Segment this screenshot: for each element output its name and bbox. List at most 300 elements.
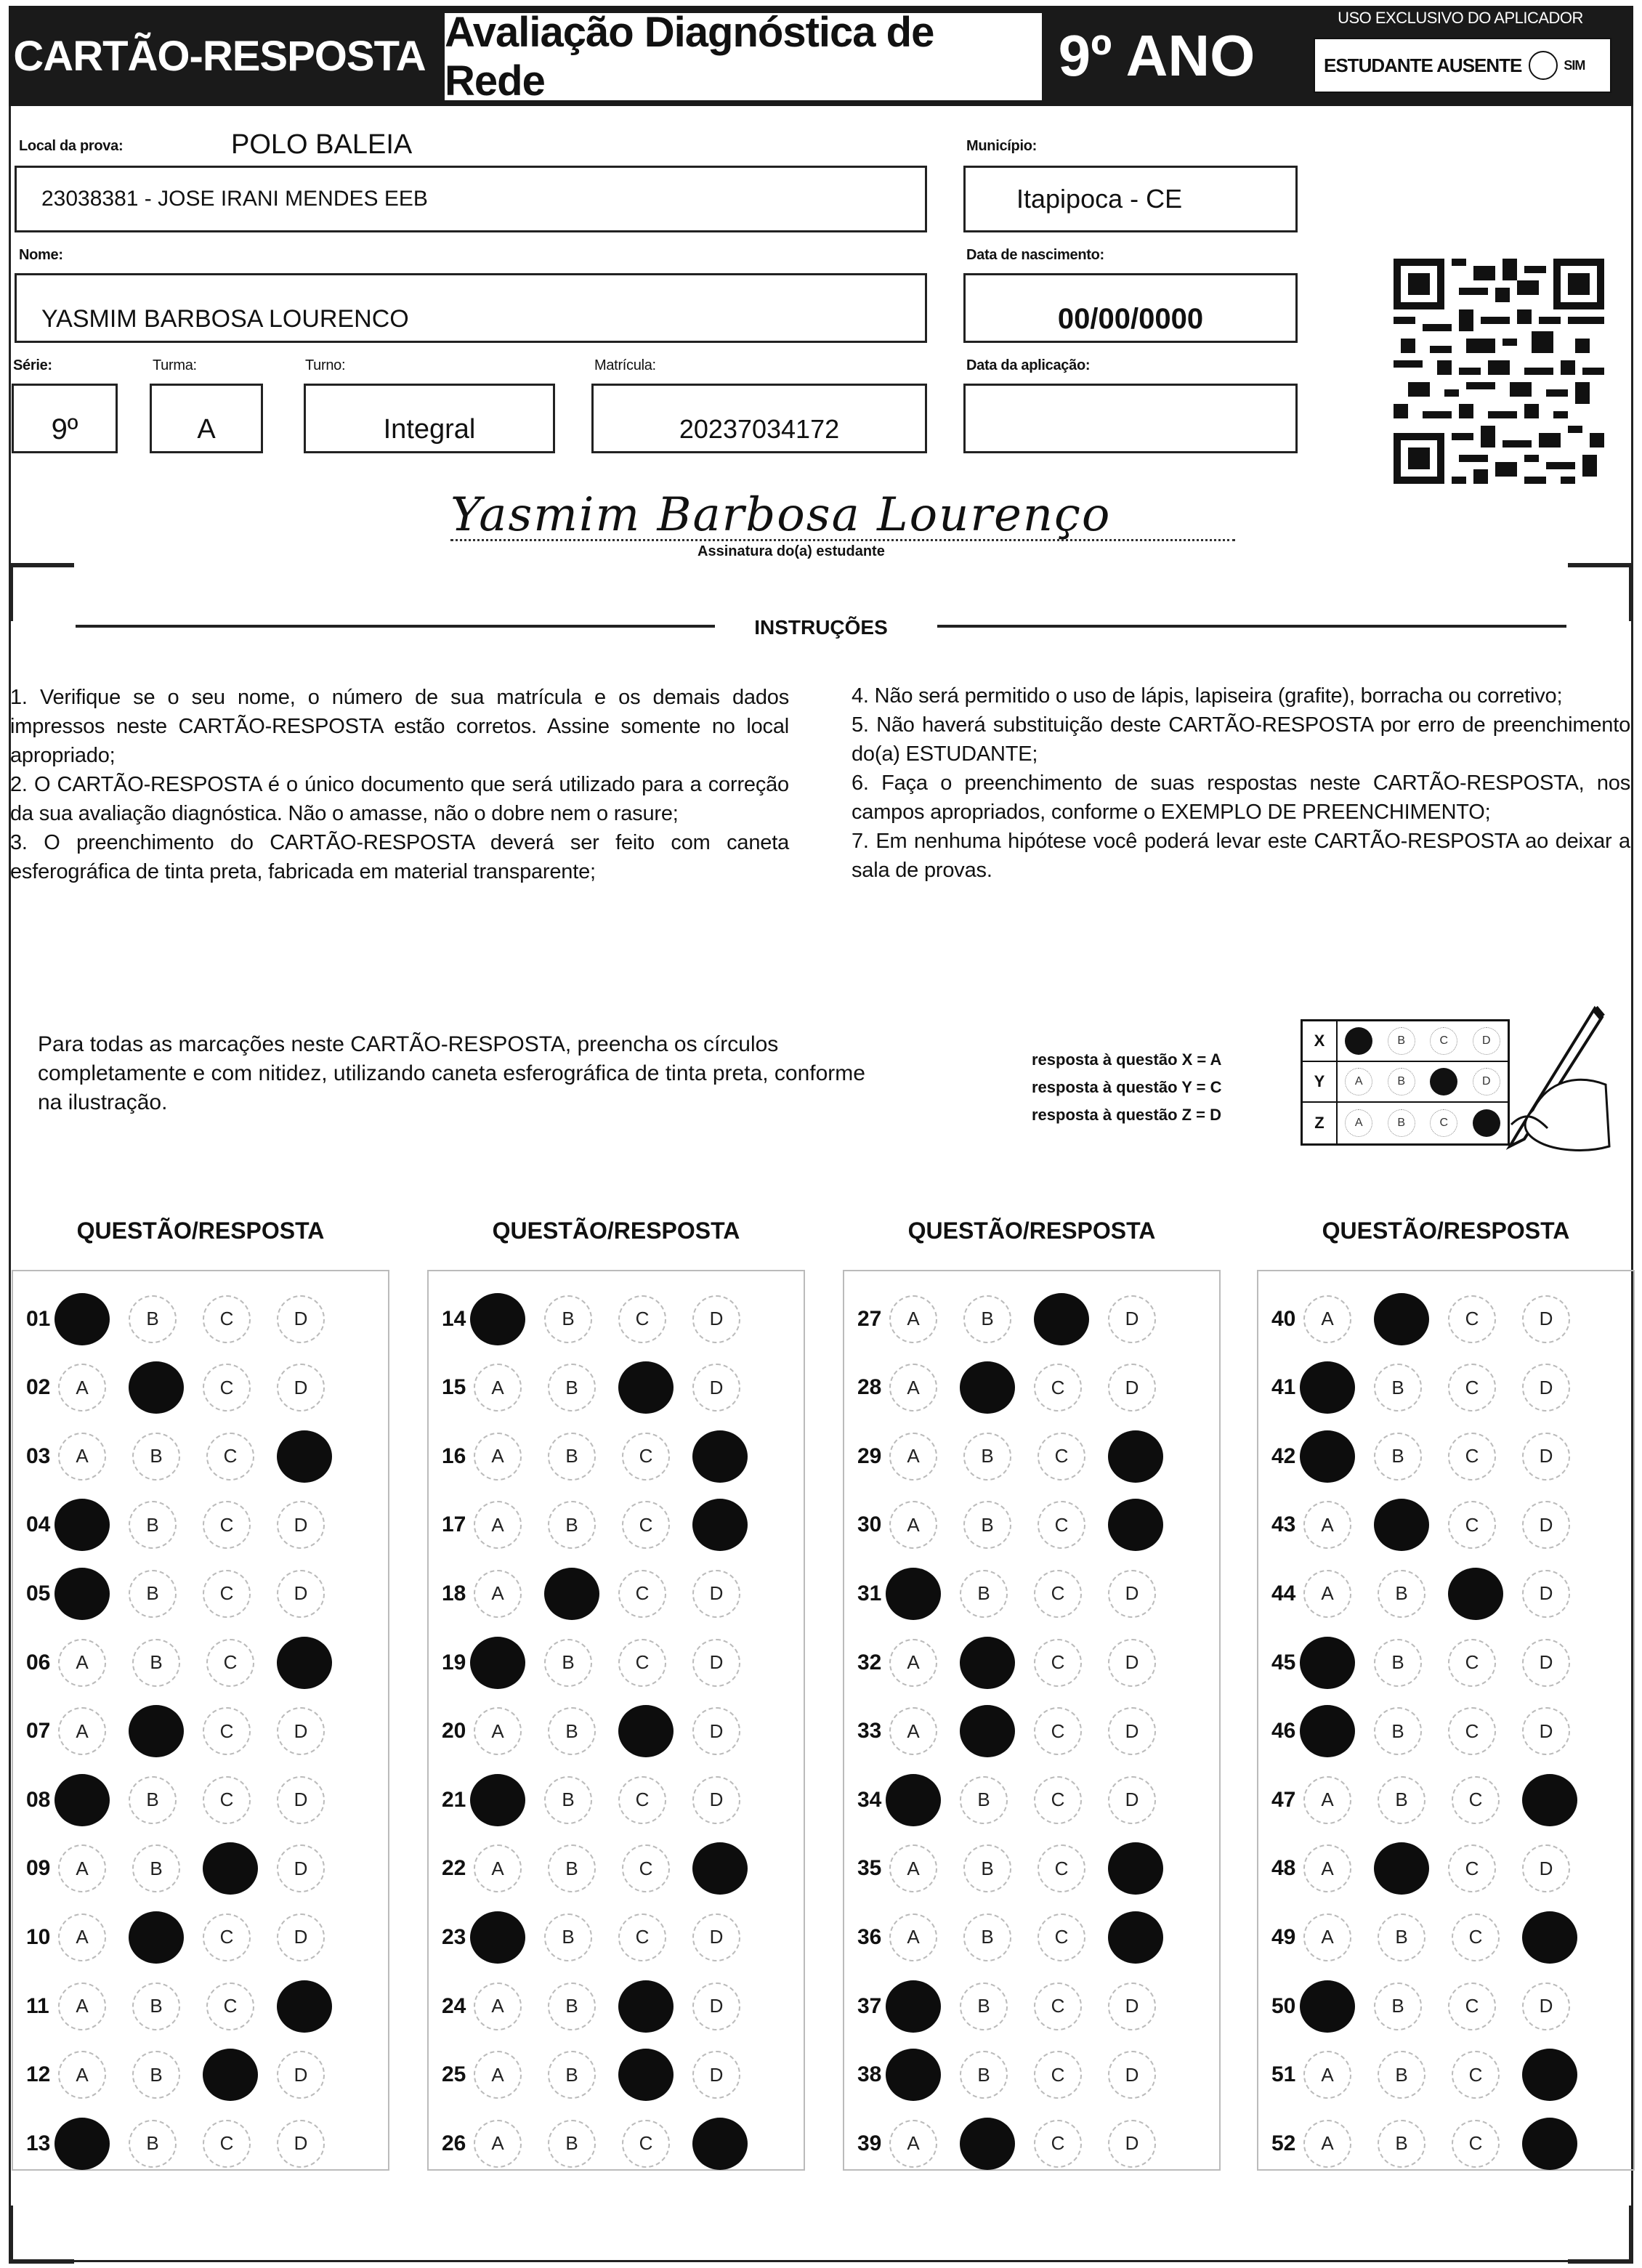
- municipio-label: Município:: [966, 138, 1037, 154]
- example-bubble-a: A: [1345, 1068, 1372, 1095]
- bubble-17-b[interactable]: B: [548, 1501, 596, 1549]
- bubble-05-b[interactable]: B: [129, 1570, 177, 1618]
- question-number: 17: [442, 1512, 466, 1537]
- bubble-48-c[interactable]: C: [1448, 1844, 1496, 1892]
- bubble-51-d-filled[interactable]: [1522, 2049, 1577, 2101]
- bubble-21-c[interactable]: C: [618, 1776, 666, 1824]
- bubble-46-b[interactable]: B: [1374, 1707, 1422, 1755]
- bubble-01-d[interactable]: D: [277, 1295, 325, 1343]
- bubble-06-c[interactable]: C: [206, 1639, 254, 1687]
- bubble-46-c[interactable]: C: [1448, 1707, 1496, 1755]
- bubble-19-b[interactable]: B: [544, 1639, 592, 1687]
- bubble-38-c[interactable]: C: [1034, 2051, 1082, 2099]
- question-number: 22: [442, 1856, 466, 1881]
- bubble-40-a[interactable]: A: [1303, 1295, 1351, 1343]
- bubble-52-c[interactable]: C: [1452, 2120, 1500, 2168]
- bubble-51-c[interactable]: C: [1452, 2051, 1500, 2099]
- bubble-51-b[interactable]: B: [1378, 2051, 1425, 2099]
- question-number: 04: [26, 1512, 51, 1537]
- matricula-value: 20237034172: [679, 414, 840, 444]
- bubble-47-a[interactable]: A: [1303, 1776, 1351, 1824]
- bubble-43-c[interactable]: C: [1448, 1501, 1496, 1549]
- bubble-06-d-filled[interactable]: [277, 1637, 332, 1689]
- instructions-right: 4. Não será permitido o uso de lápis, lapiseira (grafite), borracha ou corretivo; 5. Não haverá substituição deste CARTÃO-RESPOSTA por erro de preenchimento do(a) ESTUDANTE; 6. Faça o preenchimento de suas respostas neste CARTÃO-RESPOSTA, nos campos apropriados, conforme o EXEMPLO DE PREENCHIMENTO; 7. Em nenhuma hipótese você poderá levar este CARTÃO-RESPOSTA ao deixar a sala de provas.: [852, 684, 1630, 882]
- bubble-46-a-filled[interactable]: [1300, 1705, 1355, 1757]
- bubble-24-a[interactable]: A: [474, 1983, 522, 2030]
- bubble-11-b[interactable]: B: [132, 1983, 180, 2030]
- bubble-51-a[interactable]: A: [1303, 2051, 1351, 2099]
- bubble-21-b[interactable]: B: [544, 1776, 592, 1824]
- bubble-10-c[interactable]: C: [203, 1913, 251, 1961]
- bubble-16-c[interactable]: C: [622, 1433, 670, 1481]
- question-number: 05: [26, 1581, 51, 1605]
- question-row-24: [429, 1972, 806, 2041]
- question-number: 51: [1271, 2062, 1296, 2087]
- question-number: 48: [1271, 1856, 1296, 1881]
- bubble-30-a[interactable]: A: [889, 1501, 937, 1549]
- example-cell: [1423, 1021, 1465, 1061]
- serie-field[interactable]: [12, 384, 118, 453]
- bubble-14-b[interactable]: B: [544, 1295, 592, 1343]
- bubble-06-a[interactable]: A: [58, 1639, 106, 1687]
- question-number: 12: [26, 2062, 51, 2087]
- bubble-52-b[interactable]: B: [1378, 2120, 1425, 2168]
- question-row-18: [429, 1559, 806, 1628]
- qr-code-icon: [1394, 259, 1604, 484]
- bubble-50-a-filled[interactable]: [1300, 1980, 1355, 2033]
- bubble-45-b[interactable]: B: [1374, 1639, 1422, 1687]
- bubble-01-c[interactable]: C: [203, 1295, 251, 1343]
- bubble-26-c[interactable]: C: [622, 2120, 670, 2168]
- bubble-04-b[interactable]: B: [129, 1501, 177, 1549]
- matricula-label: Matrícula:: [594, 357, 656, 373]
- bubble-45-c[interactable]: C: [1448, 1639, 1496, 1687]
- question-row-41: [1258, 1353, 1636, 1422]
- question-row-20: [429, 1697, 806, 1766]
- bubble-24-d[interactable]: D: [692, 1983, 740, 2030]
- nasc-field[interactable]: [963, 273, 1298, 343]
- matricula-field[interactable]: [591, 384, 927, 453]
- bubble-13-a-filled[interactable]: [54, 2118, 110, 2170]
- bubble-05-d[interactable]: D: [277, 1570, 325, 1618]
- bubble-33-b-filled[interactable]: [960, 1705, 1015, 1757]
- question-number: 45: [1271, 1650, 1296, 1674]
- bubble-12-c-filled[interactable]: [203, 2049, 258, 2101]
- bubble-02-a[interactable]: A: [58, 1364, 106, 1412]
- bubble-22-c[interactable]: C: [622, 1844, 670, 1892]
- bubble-46-d[interactable]: D: [1522, 1707, 1570, 1755]
- bubble-40-c[interactable]: C: [1448, 1295, 1496, 1343]
- bubble-20-b[interactable]: B: [548, 1707, 596, 1755]
- bubble-15-d[interactable]: D: [692, 1364, 740, 1412]
- question-number: 18: [442, 1581, 466, 1605]
- bubble-26-a[interactable]: A: [474, 2120, 522, 2168]
- bubble-04-a-filled[interactable]: [54, 1499, 110, 1551]
- bubble-13-d[interactable]: D: [277, 2120, 325, 2168]
- bubble-37-b[interactable]: B: [960, 1983, 1008, 2030]
- bubble-35-b[interactable]: B: [963, 1844, 1011, 1892]
- bubble-26-d-filled[interactable]: [692, 2118, 748, 2170]
- aplicacao-field[interactable]: [963, 384, 1298, 453]
- question-row-06: [13, 1628, 391, 1697]
- question-row-46: [1258, 1697, 1636, 1766]
- bubble-22-a[interactable]: A: [474, 1844, 522, 1892]
- bubble-49-d-filled[interactable]: [1522, 1911, 1577, 1964]
- bubble-12-d[interactable]: D: [277, 2051, 325, 2099]
- bubble-24-c-filled[interactable]: [618, 1980, 674, 2033]
- bubble-43-d[interactable]: D: [1522, 1501, 1570, 1549]
- bubble-08-a-filled[interactable]: [54, 1774, 110, 1826]
- nome-label: Nome:: [19, 247, 63, 263]
- bubble-42-a-filled[interactable]: [1300, 1430, 1355, 1483]
- bubble-33-d[interactable]: D: [1108, 1707, 1156, 1755]
- example-question-label: X: [1303, 1021, 1338, 1061]
- bubble-04-d[interactable]: D: [277, 1501, 325, 1549]
- bubble-05-a-filled[interactable]: [54, 1568, 110, 1620]
- bubble-15-c-filled[interactable]: [618, 1361, 674, 1414]
- bubble-44-b[interactable]: B: [1378, 1570, 1425, 1618]
- applicator-only-label: USO EXCLUSIVO DO APLICADOR: [1338, 9, 1583, 27]
- bubble-50-b[interactable]: B: [1374, 1983, 1422, 2030]
- question-row-39: [844, 2109, 1222, 2178]
- bubble-36-c[interactable]: C: [1038, 1913, 1085, 1961]
- bubble-08-b[interactable]: B: [129, 1776, 177, 1824]
- school-field[interactable]: [15, 166, 927, 232]
- question-number: 07: [26, 1719, 51, 1743]
- absent-label: ESTUDANTE AUSENTE: [1324, 54, 1522, 76]
- bubble-10-b-filled[interactable]: [129, 1911, 184, 1964]
- bubble-16-b[interactable]: B: [548, 1433, 596, 1481]
- bubble-47-b[interactable]: B: [1378, 1776, 1425, 1824]
- bubble-50-d[interactable]: D: [1522, 1983, 1570, 2030]
- bubble-23-c[interactable]: C: [618, 1913, 666, 1961]
- bubble-29-b[interactable]: B: [963, 1433, 1011, 1481]
- bubble-12-a[interactable]: A: [58, 2051, 106, 2099]
- bubble-30-c[interactable]: C: [1038, 1501, 1085, 1549]
- bubble-42-d[interactable]: D: [1522, 1433, 1570, 1481]
- bubble-27-d[interactable]: D: [1108, 1295, 1156, 1343]
- bubble-35-c[interactable]: C: [1038, 1844, 1085, 1892]
- turma-value: A: [197, 413, 216, 445]
- bubble-20-d[interactable]: D: [692, 1707, 740, 1755]
- bubble-19-a-filled[interactable]: [470, 1637, 525, 1689]
- bubble-40-d[interactable]: D: [1522, 1295, 1570, 1343]
- bubble-19-c[interactable]: C: [618, 1639, 666, 1687]
- signature-line: [450, 539, 1235, 541]
- question-number: 52: [1271, 2131, 1296, 2155]
- bubble-39-c[interactable]: C: [1034, 2120, 1082, 2168]
- bubble-50-c[interactable]: C: [1448, 1983, 1496, 2030]
- answer-column-header: QUESTÃO/RESPOSTA: [907, 1218, 1156, 1244]
- question-row-11: [13, 1972, 391, 2041]
- bubble-49-a[interactable]: A: [1303, 1913, 1351, 1961]
- question-number: 10: [26, 1924, 51, 1949]
- bubble-08-c[interactable]: C: [203, 1776, 251, 1824]
- bubble-14-a-filled[interactable]: [470, 1293, 525, 1345]
- question-row-50: [1258, 1972, 1636, 2041]
- question-row-36: [844, 1903, 1222, 1972]
- bubble-32-b-filled[interactable]: [960, 1637, 1015, 1689]
- bubble-18-a[interactable]: A: [474, 1570, 522, 1618]
- bubble-02-d[interactable]: D: [277, 1364, 325, 1412]
- bubble-30-d-filled[interactable]: [1108, 1499, 1163, 1551]
- question-row-45: [1258, 1628, 1636, 1697]
- bubble-16-a[interactable]: A: [474, 1433, 522, 1481]
- bubble-43-b-filled[interactable]: [1374, 1499, 1429, 1551]
- question-row-44: [1258, 1559, 1636, 1628]
- bubble-13-c[interactable]: C: [203, 2120, 251, 2168]
- bubble-42-c[interactable]: C: [1448, 1433, 1496, 1481]
- question-number: 03: [26, 1443, 51, 1468]
- serie-label: Série:: [13, 357, 52, 373]
- turno-field[interactable]: [304, 384, 555, 453]
- bubble-28-d[interactable]: D: [1108, 1364, 1156, 1412]
- question-number: 43: [1271, 1512, 1296, 1537]
- bubble-49-b[interactable]: B: [1378, 1913, 1425, 1961]
- aplicacao-label: Data da aplicação:: [966, 357, 1091, 373]
- question-number: 15: [442, 1375, 466, 1400]
- turma-field[interactable]: [150, 384, 263, 453]
- question-number: 29: [857, 1443, 882, 1468]
- bubble-32-a[interactable]: A: [889, 1639, 937, 1687]
- bubble-23-d[interactable]: D: [692, 1913, 740, 1961]
- example-question-label: Y: [1303, 1062, 1338, 1101]
- grade-title: 9º ANO: [1058, 23, 1255, 88]
- bubble-52-a[interactable]: A: [1303, 2120, 1351, 2168]
- bubble-41-c[interactable]: C: [1448, 1364, 1496, 1412]
- bubble-41-d[interactable]: D: [1522, 1364, 1570, 1412]
- bubble-22-d-filled[interactable]: [692, 1842, 748, 1895]
- card-title: CARTÃO-RESPOSTA: [13, 32, 426, 80]
- question-row-37: [844, 1972, 1222, 2041]
- bubble-33-a[interactable]: A: [889, 1707, 937, 1755]
- bubble-07-d[interactable]: D: [277, 1707, 325, 1755]
- bubble-29-a[interactable]: A: [889, 1433, 937, 1481]
- question-number: 33: [857, 1719, 882, 1743]
- bubble-42-b[interactable]: B: [1374, 1433, 1422, 1481]
- bubble-13-b[interactable]: B: [129, 2120, 177, 2168]
- bubble-48-d[interactable]: D: [1522, 1844, 1570, 1892]
- bubble-47-d-filled[interactable]: [1522, 1774, 1577, 1826]
- bubble-31-c[interactable]: C: [1034, 1570, 1082, 1618]
- example-bubble-c: [1430, 1068, 1457, 1095]
- bubble-25-b[interactable]: B: [548, 2051, 596, 2099]
- bubble-35-d-filled[interactable]: [1108, 1842, 1163, 1895]
- question-number: 20: [442, 1719, 466, 1743]
- bubble-07-a[interactable]: A: [58, 1707, 106, 1755]
- bubble-09-c-filled[interactable]: [203, 1842, 258, 1895]
- bubble-03-c[interactable]: C: [206, 1433, 254, 1481]
- bubble-19-d[interactable]: D: [692, 1639, 740, 1687]
- bubble-03-b[interactable]: B: [132, 1433, 180, 1481]
- bubble-18-b-filled[interactable]: [544, 1568, 599, 1620]
- bubble-32-c[interactable]: C: [1034, 1639, 1082, 1687]
- bubble-43-a[interactable]: A: [1303, 1501, 1351, 1549]
- bubble-07-b-filled[interactable]: [129, 1705, 184, 1757]
- bubble-01-a-filled[interactable]: [54, 1293, 110, 1345]
- bubble-36-b[interactable]: B: [963, 1913, 1011, 1961]
- bubble-31-b[interactable]: B: [960, 1570, 1008, 1618]
- bubble-07-c[interactable]: C: [203, 1707, 251, 1755]
- bubble-49-c[interactable]: C: [1452, 1913, 1500, 1961]
- question-row-28: [844, 1353, 1222, 1422]
- bubble-44-a[interactable]: A: [1303, 1570, 1351, 1618]
- bubble-45-d[interactable]: D: [1522, 1639, 1570, 1687]
- bubble-01-b[interactable]: B: [129, 1295, 177, 1343]
- bubble-24-b[interactable]: B: [548, 1983, 596, 2030]
- bubble-38-b[interactable]: B: [960, 2051, 1008, 2099]
- bubble-28-a[interactable]: A: [889, 1364, 937, 1412]
- bubble-34-a-filled[interactable]: [886, 1774, 941, 1826]
- corner-mark-bottom-right: [1568, 2206, 1633, 2264]
- question-row-19: [429, 1628, 806, 1697]
- bubble-21-a-filled[interactable]: [470, 1774, 525, 1826]
- bubble-32-d[interactable]: D: [1108, 1639, 1156, 1687]
- bubble-03-a[interactable]: A: [58, 1433, 106, 1481]
- bubble-02-c[interactable]: C: [203, 1364, 251, 1412]
- instructions-rule-left: [76, 625, 715, 628]
- absent-bubble[interactable]: [1529, 51, 1558, 80]
- bubble-37-d[interactable]: D: [1108, 1983, 1156, 2030]
- bubble-27-b[interactable]: B: [963, 1295, 1011, 1343]
- bubble-14-c[interactable]: C: [618, 1295, 666, 1343]
- bubble-33-c[interactable]: C: [1034, 1707, 1082, 1755]
- bubble-18-d[interactable]: D: [692, 1570, 740, 1618]
- answer-column-header: QUESTÃO/RESPOSTA: [1322, 1218, 1570, 1244]
- bubble-37-a-filled[interactable]: [886, 1980, 941, 2033]
- bubble-25-d[interactable]: D: [692, 2051, 740, 2099]
- bubble-41-a-filled[interactable]: [1300, 1361, 1355, 1414]
- bubble-36-d-filled[interactable]: [1108, 1911, 1163, 1964]
- bubble-16-d-filled[interactable]: [692, 1430, 748, 1483]
- bubble-41-b[interactable]: B: [1374, 1364, 1422, 1412]
- bubble-31-d[interactable]: D: [1108, 1570, 1156, 1618]
- bubble-20-a[interactable]: A: [474, 1707, 522, 1755]
- bubble-27-c-filled[interactable]: [1034, 1293, 1089, 1345]
- bubble-04-c[interactable]: C: [203, 1501, 251, 1549]
- pen-hand-icon: [1468, 1001, 1613, 1168]
- question-number: 02: [26, 1375, 51, 1400]
- bubble-10-a[interactable]: A: [58, 1913, 106, 1961]
- bubble-30-b[interactable]: B: [963, 1501, 1011, 1549]
- bubble-03-d-filled[interactable]: [277, 1430, 332, 1483]
- bubble-23-b[interactable]: B: [544, 1913, 592, 1961]
- bubble-15-a[interactable]: A: [474, 1364, 522, 1412]
- bubble-21-d[interactable]: D: [692, 1776, 740, 1824]
- question-number: 34: [857, 1787, 882, 1812]
- bubble-05-c[interactable]: C: [203, 1570, 251, 1618]
- fill-instruction: Para todas as marcações neste CARTÃO-RESPOSTA, preencha os círculos completamente e com nitidez, utilizando caneta esferográfica de tinta preta, conforme na ilustração.: [38, 1032, 865, 1114]
- bubble-08-d[interactable]: D: [277, 1776, 325, 1824]
- turno-value: Integral: [383, 413, 476, 445]
- question-number: 44: [1271, 1581, 1296, 1605]
- question-number: 36: [857, 1924, 882, 1949]
- bubble-28-c[interactable]: C: [1034, 1364, 1082, 1412]
- bubble-45-a-filled[interactable]: [1300, 1637, 1355, 1689]
- bubble-11-a[interactable]: A: [58, 1983, 106, 2030]
- municipio-field[interactable]: [963, 166, 1298, 232]
- question-number: 32: [857, 1650, 882, 1674]
- bubble-31-a-filled[interactable]: [886, 1568, 941, 1620]
- bubble-39-b-filled[interactable]: [960, 2118, 1015, 2170]
- bubble-34-b[interactable]: B: [960, 1776, 1008, 1824]
- bubble-17-a[interactable]: A: [474, 1501, 522, 1549]
- bubble-20-c-filled[interactable]: [618, 1705, 674, 1757]
- bubble-15-b[interactable]: B: [548, 1364, 596, 1412]
- bubble-40-b-filled[interactable]: [1374, 1293, 1429, 1345]
- bubble-12-b[interactable]: B: [132, 2051, 180, 2099]
- question-row-01: [13, 1284, 391, 1353]
- bubble-11-d-filled[interactable]: [277, 1980, 332, 2033]
- example-cell: [1423, 1062, 1465, 1101]
- bubble-48-b-filled[interactable]: [1374, 1842, 1429, 1895]
- bubble-48-a[interactable]: A: [1303, 1844, 1351, 1892]
- example-cell: [1380, 1021, 1423, 1061]
- corner-mark-bottom-left: [9, 2206, 74, 2264]
- nome-field[interactable]: [15, 273, 927, 343]
- bubble-52-d-filled[interactable]: [1522, 2118, 1577, 2170]
- question-row-09: [13, 1834, 391, 1903]
- bubble-09-a[interactable]: A: [58, 1844, 106, 1892]
- bubble-29-d-filled[interactable]: [1108, 1430, 1163, 1483]
- bubble-44-c-filled[interactable]: [1448, 1568, 1503, 1620]
- bubble-36-a[interactable]: A: [889, 1913, 937, 1961]
- bubble-25-c-filled[interactable]: [618, 2049, 674, 2101]
- bubble-28-b-filled[interactable]: [960, 1361, 1015, 1414]
- bubble-38-a-filled[interactable]: [886, 2049, 941, 2101]
- nasc-value: 00/00/0000: [1057, 302, 1204, 335]
- bubble-06-b[interactable]: B: [132, 1639, 180, 1687]
- question-number: 06: [26, 1650, 51, 1674]
- bubble-18-c[interactable]: C: [618, 1570, 666, 1618]
- bubble-17-d-filled[interactable]: [692, 1499, 748, 1551]
- bubble-09-b[interactable]: B: [132, 1844, 180, 1892]
- bubble-22-b[interactable]: B: [548, 1844, 596, 1892]
- corner-mark-top-right: [1568, 563, 1633, 621]
- bubble-23-a-filled[interactable]: [470, 1911, 525, 1964]
- bubble-25-a[interactable]: A: [474, 2051, 522, 2099]
- bubble-11-c[interactable]: C: [206, 1983, 254, 2030]
- bubble-37-c[interactable]: C: [1034, 1983, 1082, 2030]
- bubble-39-a[interactable]: A: [889, 2120, 937, 2168]
- question-number: 24: [442, 1993, 466, 2018]
- question-row-48: [1258, 1834, 1636, 1903]
- bubble-02-b-filled[interactable]: [129, 1361, 184, 1414]
- bubble-34-c[interactable]: C: [1034, 1776, 1082, 1824]
- bubble-47-c[interactable]: C: [1452, 1776, 1500, 1824]
- question-row-42: [1258, 1422, 1636, 1491]
- example-question-label: Z: [1303, 1103, 1338, 1143]
- bubble-39-d[interactable]: D: [1108, 2120, 1156, 2168]
- question-row-32: [844, 1628, 1222, 1697]
- bubble-34-d[interactable]: D: [1108, 1776, 1156, 1824]
- bubble-29-c[interactable]: C: [1038, 1433, 1085, 1481]
- question-number: 46: [1271, 1719, 1296, 1743]
- example-bubble-d: D: [1473, 1027, 1500, 1055]
- bubble-09-d[interactable]: D: [277, 1844, 325, 1892]
- bubble-10-d[interactable]: D: [277, 1913, 325, 1961]
- bubble-44-d[interactable]: D: [1522, 1570, 1570, 1618]
- bubble-27-a[interactable]: A: [889, 1295, 937, 1343]
- bubble-26-b[interactable]: B: [548, 2120, 596, 2168]
- bubble-35-a[interactable]: A: [889, 1844, 937, 1892]
- example-bubble-a: A: [1345, 1109, 1372, 1137]
- question-row-29: [844, 1422, 1222, 1491]
- bubble-17-c[interactable]: C: [622, 1501, 670, 1549]
- bubble-14-d[interactable]: D: [692, 1295, 740, 1343]
- question-row-35: [844, 1834, 1222, 1903]
- bubble-38-d[interactable]: D: [1108, 2051, 1156, 2099]
